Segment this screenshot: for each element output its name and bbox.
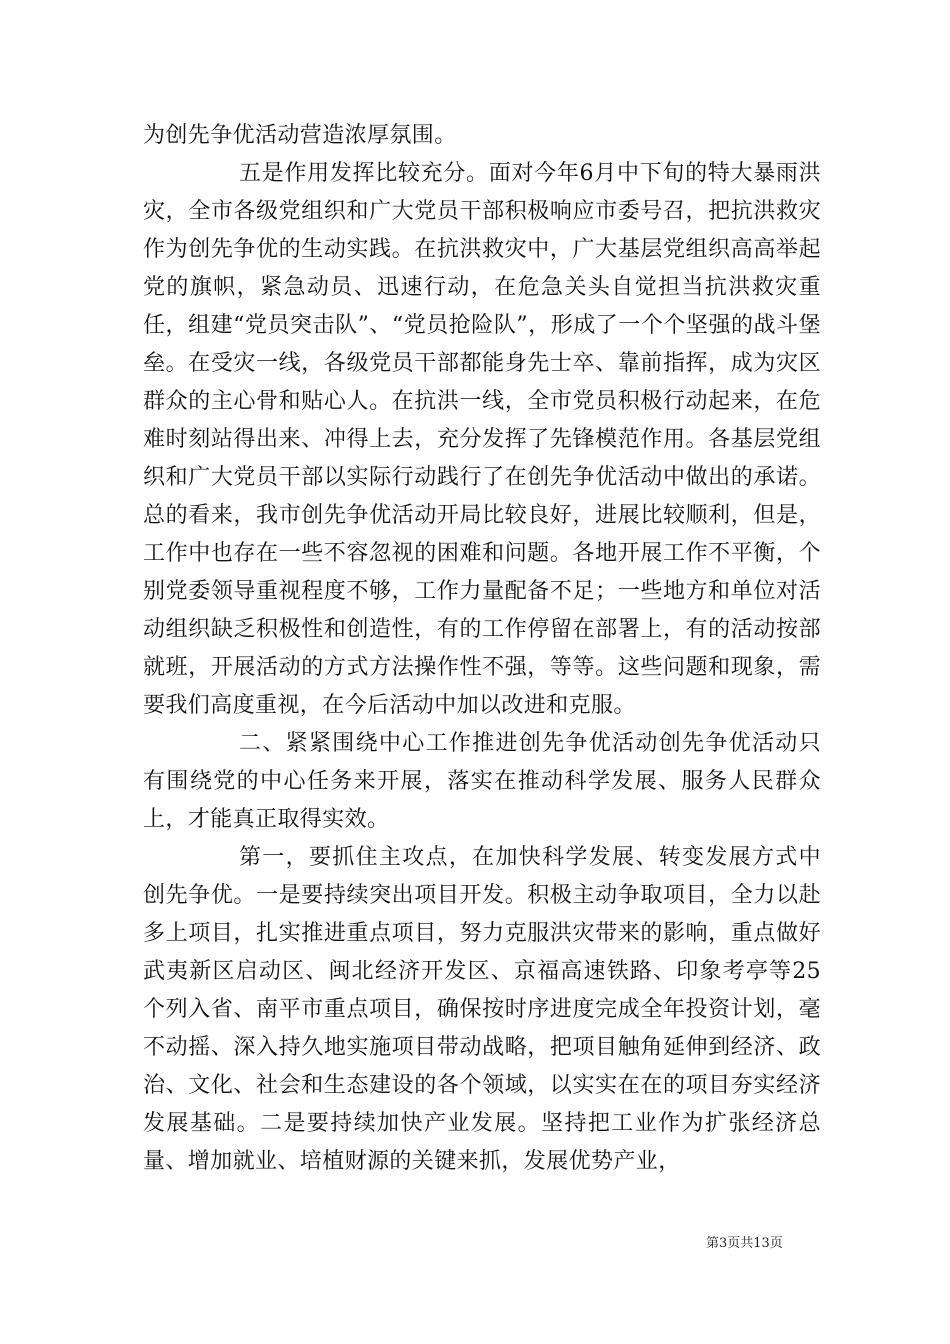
paragraph-section-two-heading: 二、紧紧围绕中心工作推进创先争优活动创先争优活动只有围绕党的中心任务来开展，落实在推动科学发展、服务人民群众上，才能真正取得实效。 <box>143 731 821 832</box>
paragraph-continuation: 为创先争优活动营造浓厚氛围。 <box>143 123 457 148</box>
paragraph-first-point: 第一，要抓住主攻点，在加快科学发展、转变发展方式中创先争优。一是要持续突出项目开发。积极主动争取项目，全力以赴多上项目，扎实推进重点项目，努力克服洪灾带来的影响，重点做好武夷新区启动区、闽北经济开发区、京福高速铁路、印象考亭等25个列入省、南平市重点项目，确保按时序进度完成全年投资计划，毫不动摇、深入持久地实施项目带动战略，把项目触角延伸到经济、政治、文化、社会和生态建设的各个领域，以实实在在的项目夯实经济发展基础。二是要持续加快产业发展。坚持把工业作为扩张经济总量、增加就业、培植财源的关键来抓，发展优势产业， <box>143 845 821 1174</box>
page-number: 第3页共13页 <box>706 1236 783 1251</box>
paragraph-role-performance: 五是作用发挥比较充分。面对今年6月中下旬的特大暴雨洪灾，全市各级党组织和广大党员干部积极响应市委号召，把抗洪救灾作为创先争优的生动实践。在抗洪救灾中，广大基层党组织高高举起党的旗帜，紧急动员、迅速行动，在危急关头自觉担当抗洪救灾重任，组建“党员突击队”、“党员抢险队”，形成了一个个坚强的战斗堡垒。在受灾一线，各级党员干部都能身先士卒、靠前指挥，成为灾区群众的主心骨和贴心人。在抗洪一线，全市党员积极行动起来，在危难时刻站得出来、冲得上去，充分发挥了先锋模范作用。各基层党组织和广大党员干部以实际行动践行了在创先争优活动中做出的承诺。总的看来，我市创先争优活动开局比较良好，进展比较顺利，但是，工作中也存在一些不容忽视的困难和问题。各地开展工作不平衡，个别党委领导重视程度不够，工作力量配备不足；一些地方和单位对活动组织缺乏积极性和创造性，有的工作停留在部署上，有的活动按部就班，开展活动的方式方法操作性不强，等等。这些问题和现象，需要我们高度重视，在今后活动中加以改进和克服。 <box>143 161 821 718</box>
body-text <box>143 117 821 1181</box>
